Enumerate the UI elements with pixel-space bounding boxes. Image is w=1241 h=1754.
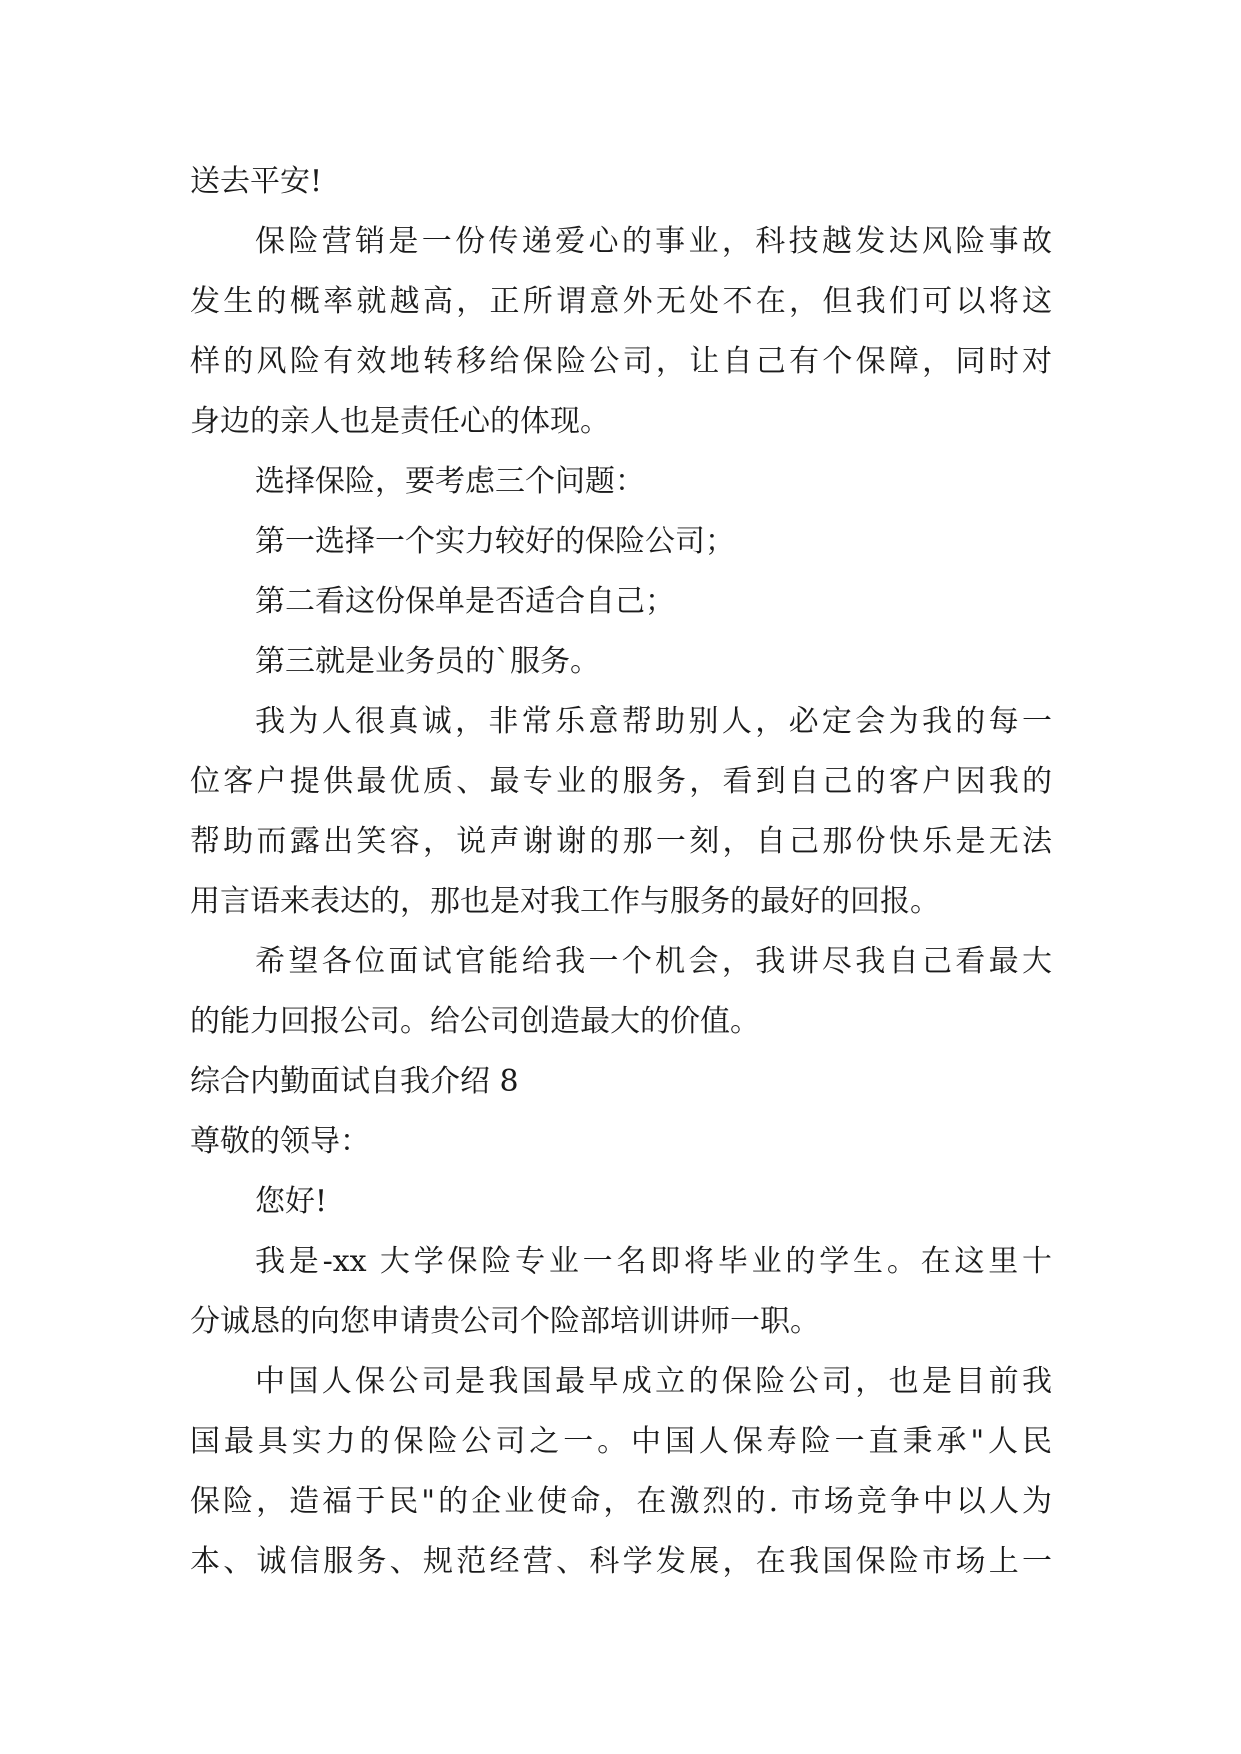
text-line: 样的风险有效地转移给保险公司，让自己有个保障，同时对 <box>190 344 1052 379</box>
text-line: 中国人保公司是我国最早成立的保险公司，也是目前我 <box>255 1364 1052 1399</box>
text-line: 我是-xx 大学保险专业一名即将毕业的学生。在这里十 <box>255 1244 1052 1279</box>
section-heading: 综合内勤面试自我介绍 8 <box>190 1064 519 1099</box>
text-line: 的能力回报公司。给公司创造最大的价值。 <box>190 1004 760 1039</box>
text-line: 保险营销是一份传递爱心的事业，科技越发达风险事故 <box>255 224 1052 259</box>
text-line: 第二看这份保单是否适合自己； <box>255 584 675 619</box>
text-line: 用言语来表达的，那也是对我工作与服务的最好的回报。 <box>190 884 940 919</box>
document-body <box>190 152 1052 1592</box>
text-line: 身边的亲人也是责任心的体现。 <box>190 404 610 439</box>
text-line: 送去平安! <box>190 164 323 199</box>
text-line: 希望各位面试官能给我一个机会，我讲尽我自己看最大 <box>255 944 1052 979</box>
text-line: 我为人很真诚，非常乐意帮助别人，必定会为我的每一 <box>255 704 1052 739</box>
text-line: 发生的概率就越高，正所谓意外无处不在，但我们可以将这 <box>190 284 1052 319</box>
text-line: 分诚恳的向您申请贵公司个险部培训讲师一职。 <box>190 1304 820 1339</box>
text-line: 选择保险，要考虑三个问题： <box>255 464 645 499</box>
greeting: 您好! <box>255 1184 328 1219</box>
text-line: 保险，造福于民"的企业使命，在激烈的. 市场竞争中以人为 <box>190 1484 1052 1519</box>
text-line: 本、诚信服务、规范经营、科学发展，在我国保险市场上一 <box>190 1544 1052 1579</box>
salutation: 尊敬的领导： <box>190 1124 370 1159</box>
text-line: 帮助而露出笑容，说声谢谢的那一刻，自己那份快乐是无法 <box>190 824 1052 859</box>
text-line: 国最具实力的保险公司之一。中国人保寿险一直秉承"人民 <box>190 1424 1052 1459</box>
text-line: 第三就是业务员的`服务。 <box>255 644 600 679</box>
text-line: 第一选择一个实力较好的保险公司； <box>255 524 735 559</box>
text-line: 位客户提供最优质、最专业的服务，看到自己的客户因我的 <box>190 764 1052 799</box>
